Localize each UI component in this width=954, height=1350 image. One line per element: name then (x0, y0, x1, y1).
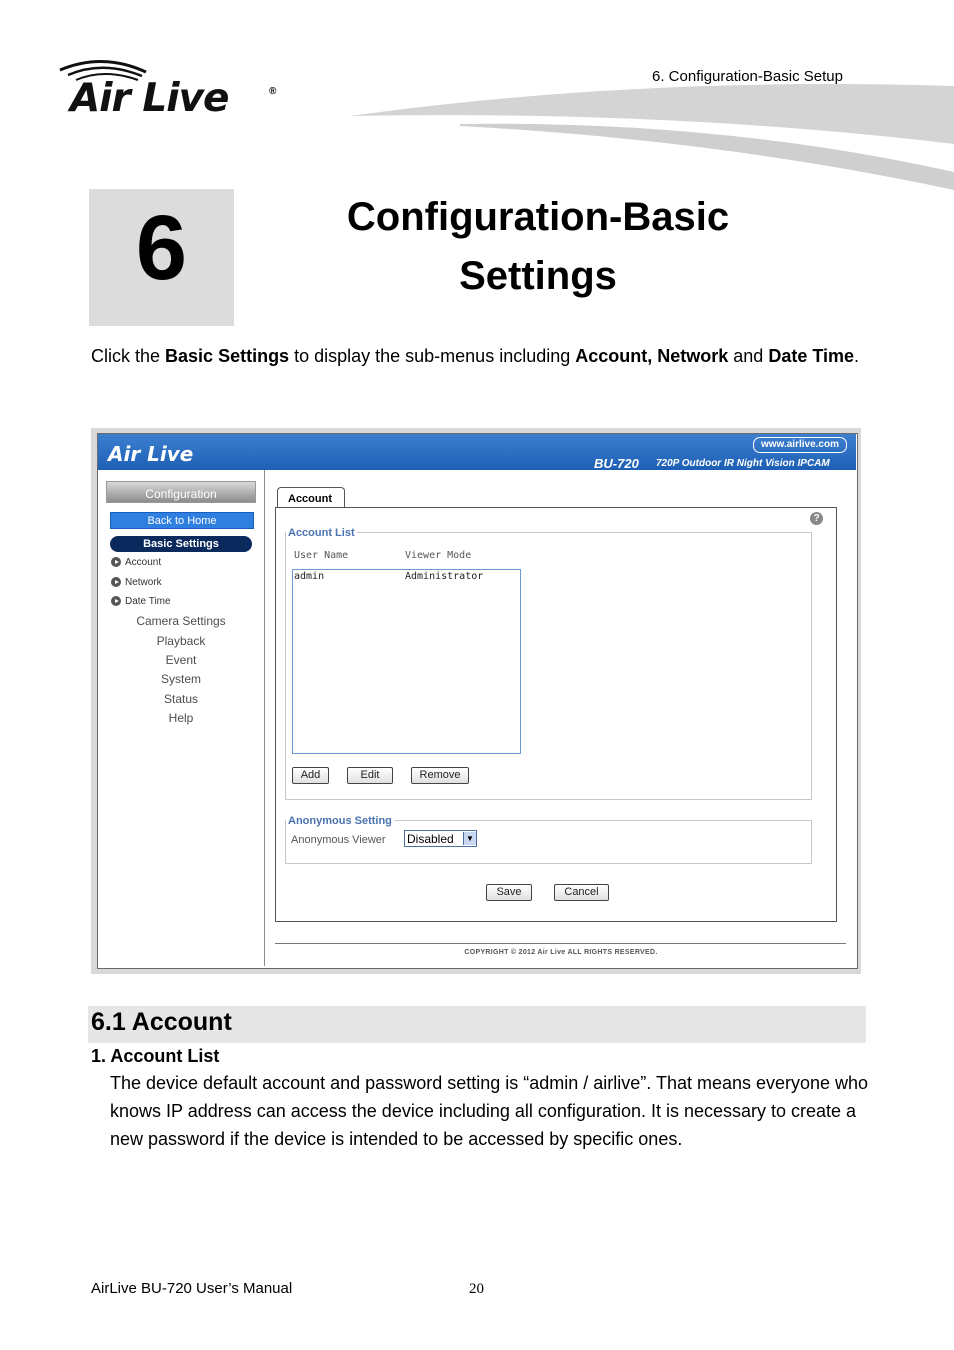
sidebar-item-account[interactable]: Account (111, 557, 161, 568)
account-list-legend: Account List (288, 527, 355, 539)
help-icon[interactable]: ? (810, 512, 823, 525)
banner-model: BU-720 (594, 456, 639, 471)
save-button[interactable]: Save (486, 884, 532, 901)
back-to-home-button[interactable]: Back to Home (110, 512, 254, 529)
column-header-user-name: User Name (294, 550, 349, 561)
sidebar-item-date-time[interactable]: Date Time (111, 596, 171, 607)
banner-logo: Air Live (108, 442, 194, 466)
banner-url-link[interactable]: www.airlive.com (753, 437, 847, 453)
account-listbox[interactable] (292, 569, 521, 754)
footer-divider (275, 943, 846, 944)
remove-button[interactable]: Remove (411, 767, 469, 784)
header-swoosh-graphic (340, 80, 954, 195)
copyright-text: COPYRIGHT © 2012 Air Live ALL RIGHTS RESERVED. (464, 949, 658, 956)
chapter-title-line2: Settings (459, 254, 617, 298)
anonymous-viewer-select[interactable]: Disabled (404, 830, 477, 847)
sidebar-item-playback[interactable]: Playback (156, 634, 206, 648)
running-header: 6. Configuration-Basic Setup (652, 68, 843, 85)
chevron-down-icon[interactable]: ▼ (463, 832, 476, 845)
arrow-circle-icon (111, 596, 121, 606)
column-header-viewer-mode: Viewer Mode (405, 550, 472, 561)
account-row-mode[interactable]: Administrator (405, 571, 484, 582)
chapter-title-line1: Configuration-Basic (346, 195, 730, 239)
basic-settings-button[interactable]: Basic Settings (110, 536, 252, 552)
cancel-button[interactable]: Cancel (554, 884, 609, 901)
page-number: 20 (469, 1281, 484, 1297)
banner-model-description: 720P Outdoor IR Night Vision IPCAM (656, 458, 830, 469)
arrow-circle-icon (111, 577, 121, 587)
item-body: The device default account and password setting is “admin / airlive”. That means everyone who knows IP address can access the device including all configuration. It is necessary to create a new password if the device is intended to be accessed by specific ones. (110, 1073, 869, 1149)
configuration-header: Configuration (106, 481, 256, 503)
sidebar-item-system[interactable]: System (160, 672, 201, 686)
chapter-number: 6 (135, 197, 188, 299)
sidebar-item-network[interactable]: Network (111, 577, 162, 588)
airlive-logo: Air Live (70, 76, 229, 121)
tab-baseline (345, 507, 835, 508)
registered-mark: ® (269, 86, 277, 97)
anonymous-setting-legend: Anonymous Setting (288, 815, 392, 827)
sidebar-item-status[interactable]: Status (163, 692, 199, 706)
arrow-circle-icon (111, 557, 121, 567)
anonymous-viewer-label: Anonymous Viewer (291, 834, 386, 846)
account-row-user[interactable]: admin (294, 571, 325, 582)
chapter-title (300, 188, 776, 306)
sidebar-item-event[interactable]: Event (165, 653, 197, 667)
section-title: 6.1 Account (91, 1008, 232, 1036)
footer-manual-title: AirLive BU-720 User’s Manual (91, 1280, 293, 1297)
sidebar-item-help[interactable]: Help (168, 711, 194, 725)
intro-paragraph: Click the Basic Settings to display the sub-menus including Account, Network and Date Time. (91, 346, 860, 366)
tab-account[interactable]: Account (277, 487, 345, 507)
item-title: 1. Account List (91, 1046, 220, 1066)
add-button[interactable]: Add (292, 767, 329, 784)
sidebar-item-camera-settings[interactable]: Camera Settings (136, 614, 226, 628)
edit-button[interactable]: Edit (347, 767, 393, 784)
